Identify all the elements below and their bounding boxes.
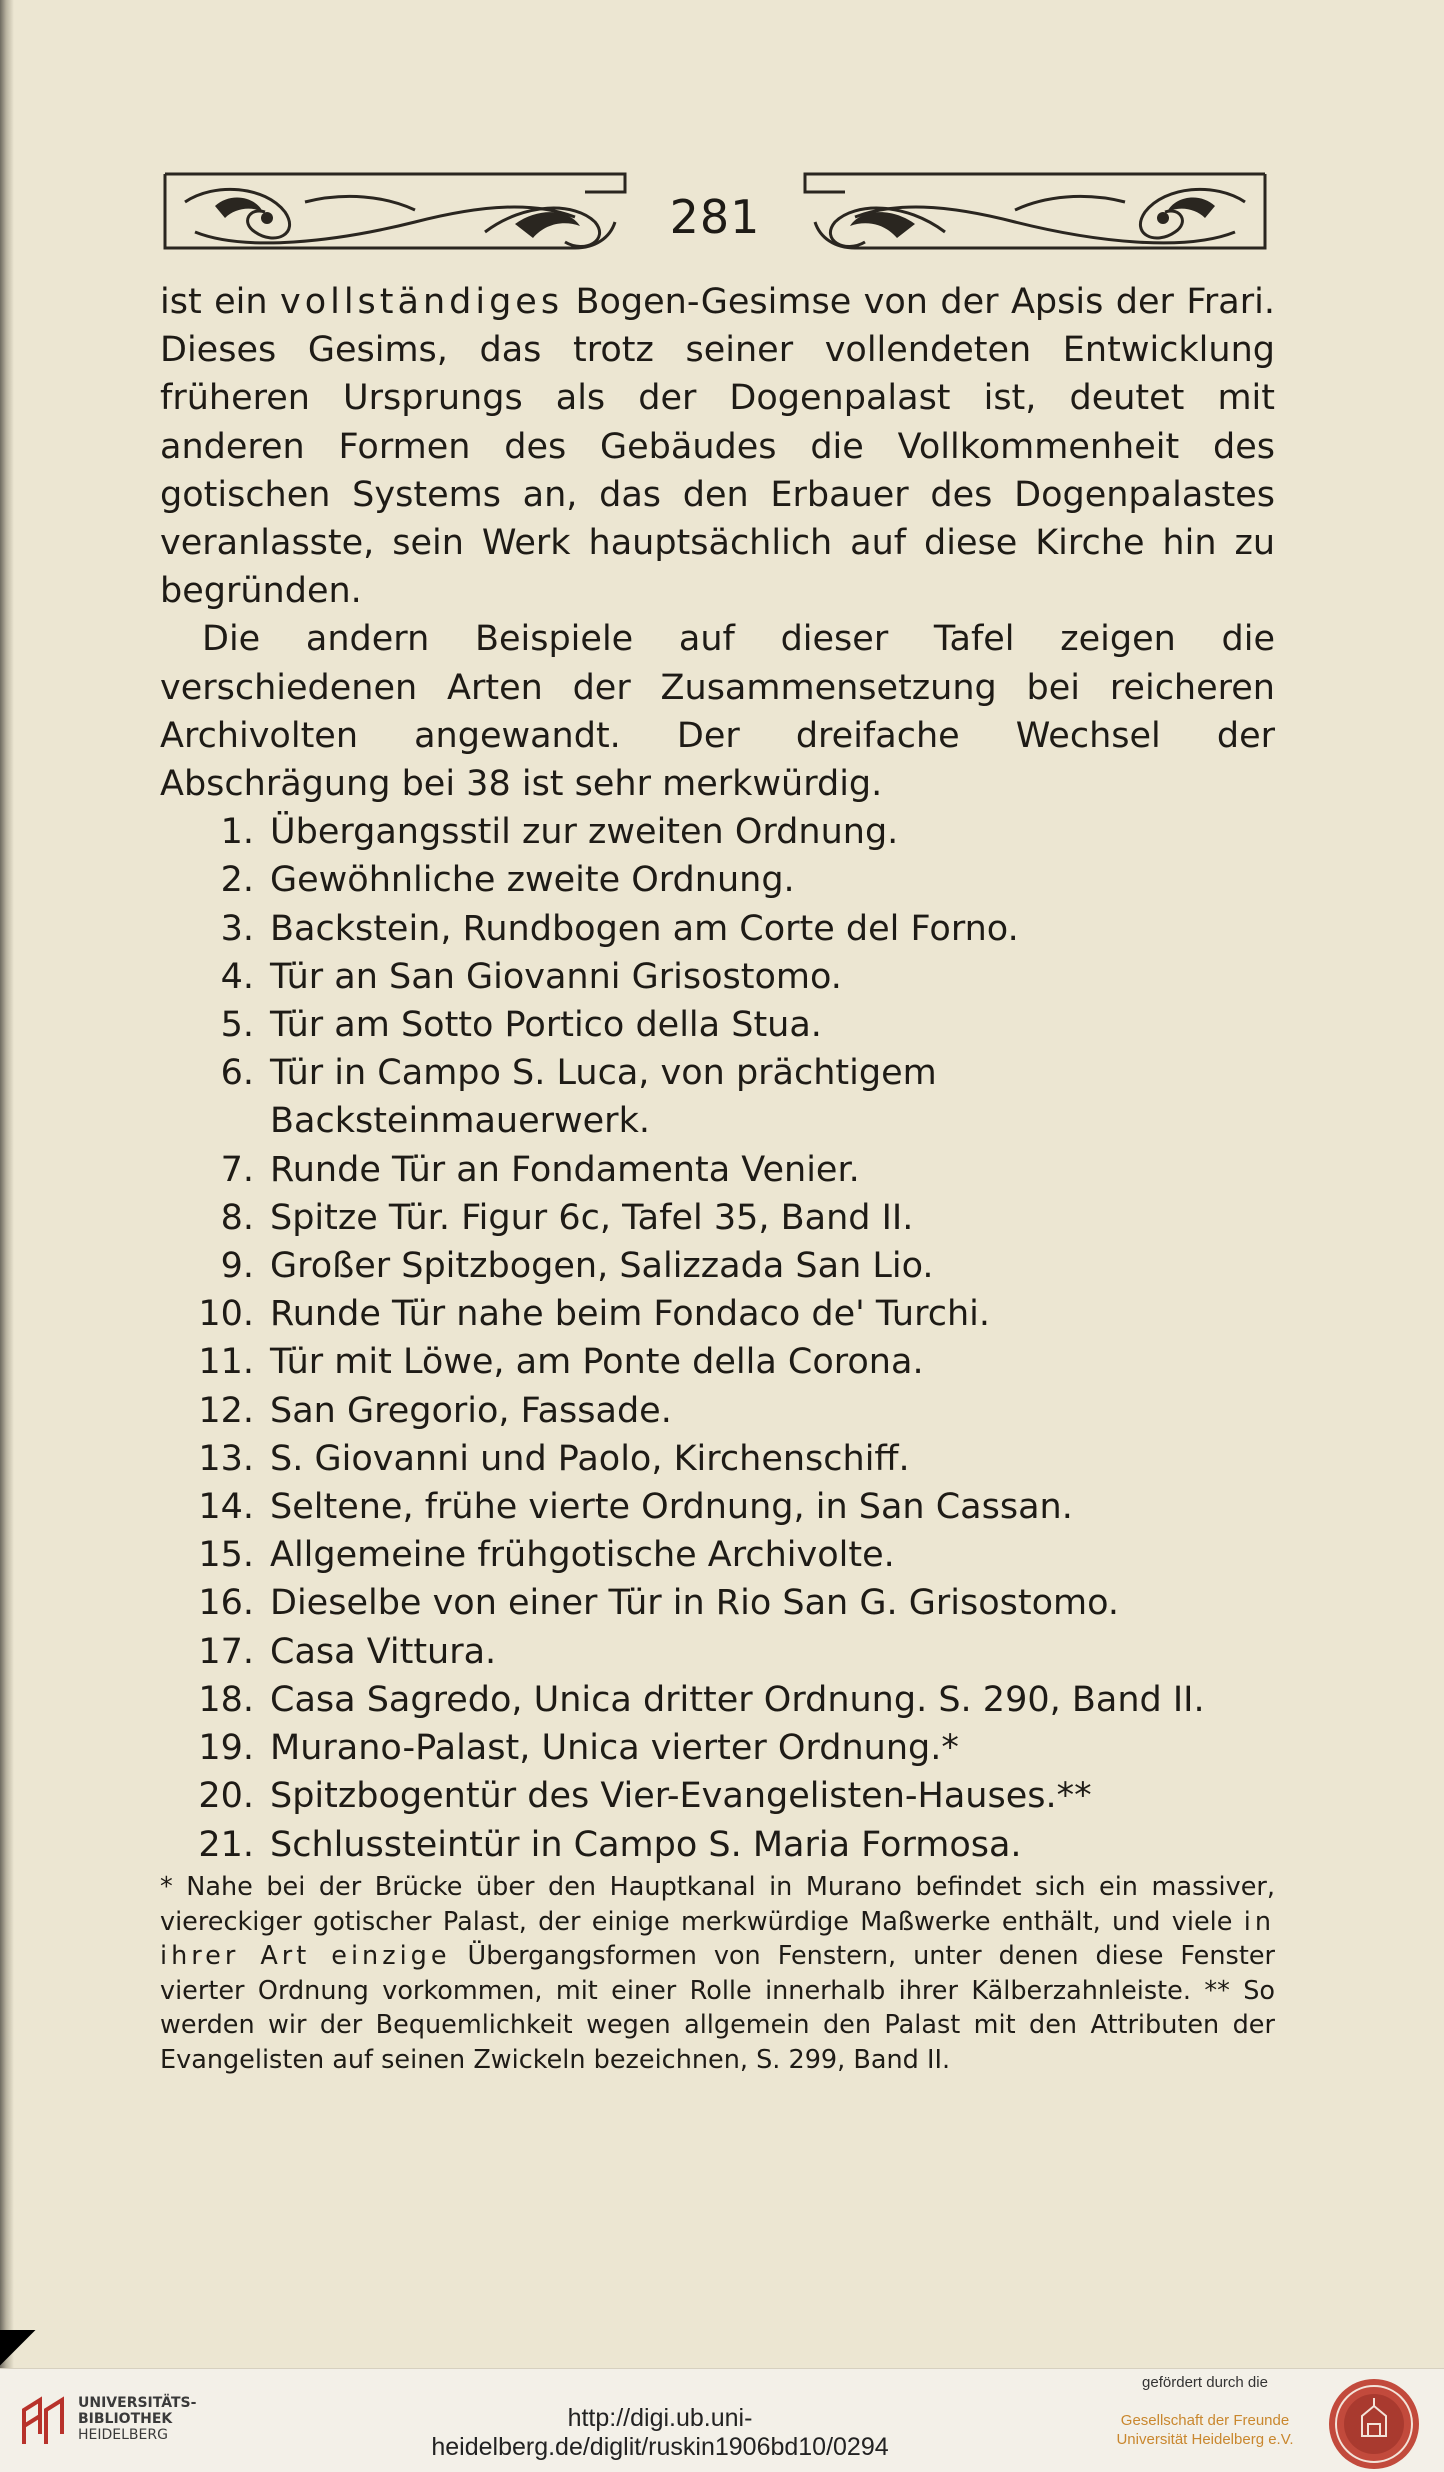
list-item [160, 1483, 1275, 1531]
list-item-text: Spitzbogentür des Vier-Evangelisten-Hauses.** [270, 1776, 1092, 1817]
list-number: 21. [198, 1824, 254, 1865]
list-item [160, 1676, 1275, 1724]
list-item-text: S. Giovanni und Paolo, Kirchenschiff. [270, 1438, 910, 1479]
university-seal-icon [1326, 2376, 1422, 2472]
right-ornament-icon [785, 162, 1275, 262]
sponsor-credit [1110, 2374, 1300, 2449]
list-item [160, 1435, 1275, 1483]
list-item-text: Gewöhnliche zweite Ordnung. [270, 860, 795, 901]
body-text [160, 278, 1275, 1869]
library-name-line: UNIVERSITÄTS- [78, 2395, 197, 2411]
list-item-text: Tür am Sotto Portico della Stua. [270, 1005, 822, 1046]
list-item [160, 1146, 1275, 1194]
sponsor-intro: gefördert durch die [1142, 2374, 1268, 2391]
list-item [160, 905, 1275, 953]
university-library-logo-icon [18, 2396, 66, 2448]
list-item-text: Runde Tür an Fondamenta Venier. [270, 1149, 860, 1190]
list-number: 17. [198, 1631, 254, 1672]
list-item [160, 1290, 1275, 1338]
list-item [160, 856, 1275, 904]
list-item-text: Allgemeine frühgotische Archivolte. [270, 1535, 895, 1576]
list-item [160, 1628, 1275, 1676]
emphasized-text: in ihrer Art einzige [160, 1906, 1275, 1971]
page-binding-edge [0, 0, 14, 2368]
list-item [160, 1242, 1275, 1290]
list-number: 16. [198, 1583, 254, 1624]
list-item [160, 1772, 1275, 1820]
library-name-line: BIBLIOTHEK [78, 2411, 173, 2427]
list-item-text: Übergangsstil zur zweiten Ordnung. [270, 812, 899, 853]
list-number: 6. [220, 1053, 254, 1094]
footnote [160, 1870, 1275, 2077]
list-item-text: Backstein, Rundbogen am Corte del Forno. [270, 908, 1019, 949]
emphasized-text: vollständiges [279, 282, 564, 322]
library-name-line: HEIDELBERG [78, 2427, 168, 2443]
list-number: 13. [198, 1438, 254, 1479]
footnote-text: Übergangsformen von Fenstern, unter denen diese Fenster vierter Ordnung vorkommen, mit einer Rolle innerhalb ihrer Kälberzahnleiste. ** So werden wir der Bequemlichkeit wegen allgemein den Palast mit den Attributen der Evangelisten auf seinen Zwickeln bezeichnen, S. 299, Band II. [160, 1941, 1275, 2075]
list-item [160, 1531, 1275, 1579]
list-item-text: Dieselbe von einer Tür in Rio San G. Grisostomo. [270, 1583, 1120, 1624]
list-item-text: Großer Spitzbogen, Salizzada San Lio. [270, 1246, 934, 1287]
sponsor-name-line: Gesellschaft der Freunde [1120, 2412, 1290, 2429]
list-item [160, 1387, 1275, 1435]
paragraph: Die andern Beispiele auf dieser Tafel zeigen die verschiedenen Arten der Zusammensetzung bei reicheren Archivolten angewandt. Der dreifache Wechsel der Abschrägung bei 38 ist sehr merkwürdig. [160, 619, 1275, 805]
list-number: 12. [198, 1390, 254, 1431]
list-item-text: Schlussteintür in Campo S. Maria Formosa. [270, 1824, 1022, 1865]
list-item-text: Spitze Tür. Figur 6c, Tafel 35, Band II. [270, 1197, 914, 1238]
list-item [160, 1579, 1275, 1627]
list-number: 20. [198, 1776, 254, 1817]
page-header [155, 150, 1275, 290]
list-item [160, 1049, 1275, 1145]
list-number: 7. [220, 1149, 254, 1190]
list-number: 11. [198, 1342, 254, 1383]
list-item [160, 1194, 1275, 1242]
list-number: 10. [198, 1294, 254, 1335]
library-name [78, 2395, 196, 2443]
list-item-text: Tür mit Löwe, am Ponte della Corona. [270, 1342, 924, 1383]
list-number: 9. [220, 1246, 254, 1287]
list-number: 1. [220, 812, 254, 853]
list-number: 2. [220, 860, 254, 901]
page-number: 281 [669, 190, 761, 244]
list-number: 4. [220, 956, 254, 997]
paragraph-text: ist ein [160, 282, 280, 322]
list-item-text: Tür in Campo S. Luca, von prächtigem Backsteinmauerwerk. [270, 1053, 937, 1142]
footnotes [160, 1870, 1275, 2077]
list-item-text: Murano-Palast, Unica vierter Ordnung.* [270, 1728, 959, 1769]
list-number: 8. [220, 1197, 254, 1238]
paragraph [160, 278, 1275, 615]
list-number: 14. [198, 1487, 254, 1528]
list-item [160, 953, 1275, 1001]
list-item-text: Seltene, frühe vierte Ordnung, in San Cassan. [270, 1487, 1073, 1528]
list-item [160, 808, 1275, 856]
list-item-text: Casa Vittura. [270, 1631, 497, 1672]
plate-list [160, 808, 1275, 1868]
left-ornament-icon [155, 162, 645, 262]
list-item [160, 1001, 1275, 1049]
sponsor-name-line: Universität Heidelberg e.V. [1116, 2431, 1294, 2448]
list-number: 18. [198, 1679, 254, 1720]
paragraph-text: Bogen-Gesimse von der Apsis der Frari. Dieses Gesims, das trotz seiner vollendeten Entwicklung früheren Ursprungs als der Dogenpalast ist, deutet mit anderen Formen des Gebäudes die Vollkommenheit des gotischen Systems an, das den Erbauer des Dogenpalastes veranlasste, sein Werk hauptsächlich auf diese Kirche hin zu begründen. [160, 282, 1275, 612]
list-item-text: San Gregorio, Fassade. [270, 1390, 672, 1431]
list-item [160, 1724, 1275, 1772]
list-item [160, 1821, 1275, 1869]
list-item-text: Tür an San Giovanni Grisostomo. [270, 956, 842, 997]
list-number: 15. [198, 1535, 254, 1576]
list-item [160, 1338, 1275, 1386]
scan-corner-shadow [0, 2330, 40, 2368]
list-number: 19. [198, 1728, 254, 1769]
list-item-text: Runde Tür nahe beim Fondaco de' Turchi. [270, 1294, 990, 1335]
footnote-text: * Nahe bei der Brücke über den Hauptkanal in Murano befindet sich ein massiver, viereckiger gotischer Palast, der einige merkwürdige Maßwerke enthält, und viele [160, 1872, 1275, 1937]
list-number: 5. [220, 1005, 254, 1046]
permalink-url[interactable]: http://digi.ub.uni-heidelberg.de/diglit/ruskin1906bd10/0294 [431, 2404, 889, 2461]
list-number: 3. [220, 908, 254, 949]
list-item-text: Casa Sagredo, Unica dritter Ordnung. S. 290, Band II. [270, 1679, 1205, 1720]
